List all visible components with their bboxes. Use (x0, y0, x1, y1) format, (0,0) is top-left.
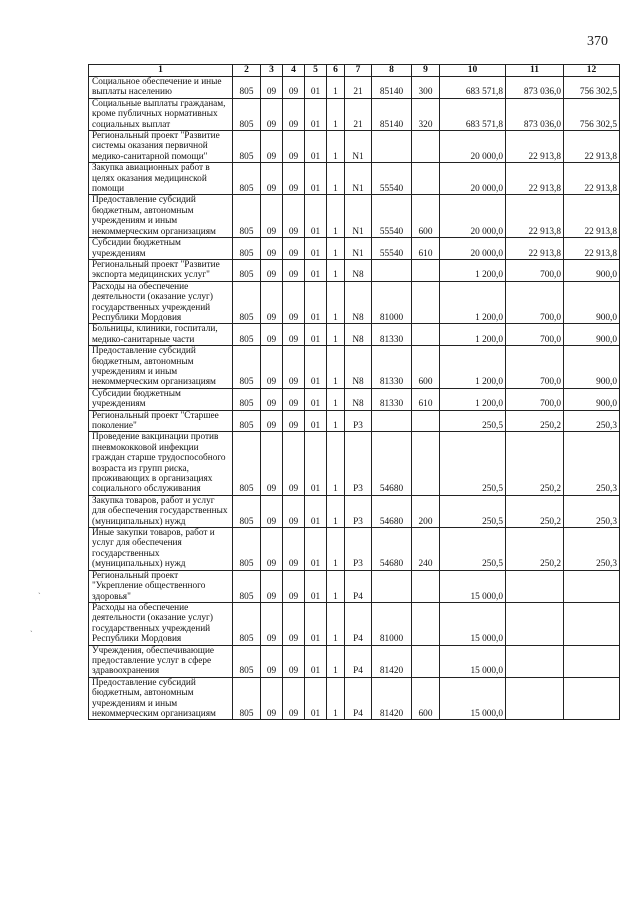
code-cell: 01 (305, 432, 327, 495)
column-header: 4 (283, 65, 305, 77)
amount-cell: 250,5 (440, 528, 506, 571)
column-header: 1 (89, 65, 233, 77)
code-cell: 805 (233, 388, 261, 410)
table-row (89, 195, 620, 238)
code-cell: 09 (261, 570, 283, 602)
code-cell: 805 (233, 495, 261, 527)
code-cell: N8 (345, 259, 372, 281)
code-cell: P3 (345, 528, 372, 571)
amount-cell (564, 677, 620, 720)
code-cell: 09 (283, 281, 305, 324)
amount-cell: 22 913,8 (506, 195, 564, 238)
code-cell: 85140 (372, 77, 412, 99)
code-cell: 610 (412, 238, 440, 260)
code-cell: 01 (305, 677, 327, 720)
code-cell: 55540 (372, 195, 412, 238)
scan-mark: ˎ (30, 623, 33, 632)
code-cell: 09 (283, 98, 305, 130)
amount-cell: 900,0 (564, 259, 620, 281)
code-cell: 55540 (372, 163, 412, 195)
code-cell: 805 (233, 77, 261, 99)
code-cell: 81330 (372, 346, 412, 389)
code-cell: N1 (345, 195, 372, 238)
code-cell: 09 (283, 495, 305, 527)
column-header: 9 (412, 65, 440, 77)
table-row (89, 677, 620, 720)
code-cell: 805 (233, 528, 261, 571)
code-cell: 09 (283, 324, 305, 346)
amount-cell: 700,0 (506, 281, 564, 324)
code-cell: 81420 (372, 645, 412, 677)
code-cell: 09 (261, 645, 283, 677)
code-cell: 805 (233, 645, 261, 677)
code-cell: 01 (305, 410, 327, 432)
code-cell: 01 (305, 131, 327, 163)
amount-cell: 22 913,8 (564, 163, 620, 195)
code-cell: 09 (283, 259, 305, 281)
code-cell: P3 (345, 410, 372, 432)
table-header-row (89, 65, 620, 77)
row-name-cell: Расходы на обеспечение деятельности (оказание услуг) государственных учреждений Республики Мордовия (89, 281, 233, 324)
code-cell: 01 (305, 281, 327, 324)
amount-cell: 15 000,0 (440, 602, 506, 645)
code-cell: 1 (327, 432, 345, 495)
code-cell: 1 (327, 602, 345, 645)
code-cell: N8 (345, 324, 372, 346)
scan-mark: ˏ (38, 585, 41, 594)
amount-cell: 900,0 (564, 281, 620, 324)
code-cell: 09 (283, 645, 305, 677)
row-name-cell: Больницы, клиники, госпитали, медико-санитарные части (89, 324, 233, 346)
code-cell: 1 (327, 238, 345, 260)
amount-cell: 250,3 (564, 432, 620, 495)
code-cell: 54680 (372, 495, 412, 527)
code-cell: P3 (345, 432, 372, 495)
code-cell (412, 324, 440, 346)
code-cell: 240 (412, 528, 440, 571)
code-cell: 1 (327, 163, 345, 195)
code-cell: 09 (283, 570, 305, 602)
code-cell: 805 (233, 324, 261, 346)
code-cell: 01 (305, 98, 327, 130)
table-row (89, 346, 620, 389)
code-cell: 09 (261, 259, 283, 281)
table-row (89, 77, 620, 99)
code-cell: 1 (327, 195, 345, 238)
row-name-cell: Закупка авиационных работ в целях оказания медицинской помощи (89, 163, 233, 195)
code-cell: 805 (233, 195, 261, 238)
amount-cell: 873 036,0 (506, 77, 564, 99)
code-cell: N8 (345, 281, 372, 324)
amount-cell: 756 302,5 (564, 98, 620, 130)
amount-cell: 250,2 (506, 432, 564, 495)
column-header: 3 (261, 65, 283, 77)
code-cell: P3 (345, 495, 372, 527)
code-cell: 09 (261, 346, 283, 389)
amount-cell: 250,5 (440, 410, 506, 432)
code-cell: 09 (261, 77, 283, 99)
page-number: 370 (587, 34, 608, 49)
code-cell: 85140 (372, 98, 412, 130)
code-cell: 01 (305, 570, 327, 602)
code-cell (412, 410, 440, 432)
code-cell: 09 (261, 677, 283, 720)
table-row (89, 98, 620, 130)
table-row (89, 410, 620, 432)
code-cell (412, 570, 440, 602)
code-cell: 600 (412, 346, 440, 389)
code-cell: 09 (283, 528, 305, 571)
code-cell: N1 (345, 238, 372, 260)
code-cell (372, 259, 412, 281)
code-cell: P4 (345, 645, 372, 677)
code-cell: 600 (412, 677, 440, 720)
code-cell: 1 (327, 346, 345, 389)
code-cell: N8 (345, 388, 372, 410)
code-cell: 805 (233, 98, 261, 130)
amount-cell: 20 000,0 (440, 238, 506, 260)
table-row (89, 259, 620, 281)
amount-cell (506, 645, 564, 677)
amount-cell: 700,0 (506, 388, 564, 410)
code-cell: 805 (233, 410, 261, 432)
code-cell (412, 645, 440, 677)
amount-cell: 900,0 (564, 346, 620, 389)
amount-cell: 683 571,8 (440, 77, 506, 99)
amount-cell: 20 000,0 (440, 163, 506, 195)
code-cell (372, 131, 412, 163)
amount-cell (564, 602, 620, 645)
code-cell (412, 432, 440, 495)
code-cell: 09 (261, 195, 283, 238)
column-header: 12 (564, 65, 620, 77)
table-row (89, 388, 620, 410)
amount-cell: 873 036,0 (506, 98, 564, 130)
table-body (89, 77, 620, 720)
code-cell: 1 (327, 677, 345, 720)
column-header: 5 (305, 65, 327, 77)
amount-cell: 700,0 (506, 259, 564, 281)
code-cell: 55540 (372, 238, 412, 260)
code-cell: 805 (233, 570, 261, 602)
code-cell: 01 (305, 77, 327, 99)
code-cell: 81330 (372, 324, 412, 346)
amount-cell: 250,3 (564, 410, 620, 432)
row-name-cell: Региональный проект "Развитие экспорта медицинских услуг" (89, 259, 233, 281)
code-cell: 54680 (372, 432, 412, 495)
amount-cell: 250,2 (506, 410, 564, 432)
code-cell: 09 (261, 602, 283, 645)
amount-cell: 22 913,8 (506, 131, 564, 163)
code-cell: 600 (412, 195, 440, 238)
code-cell: 01 (305, 388, 327, 410)
amount-cell (506, 677, 564, 720)
amount-cell: 250,3 (564, 495, 620, 527)
code-cell: 01 (305, 645, 327, 677)
amount-cell: 683 571,8 (440, 98, 506, 130)
column-header: 10 (440, 65, 506, 77)
table-row (89, 238, 620, 260)
code-cell: 09 (261, 324, 283, 346)
code-cell (412, 163, 440, 195)
code-cell: 01 (305, 528, 327, 571)
row-name-cell: Предоставление субсидий бюджетным, автономным учреждениям и иным некоммерческим организациям (89, 346, 233, 389)
amount-cell: 250,5 (440, 495, 506, 527)
budget-table (88, 64, 620, 720)
code-cell: 805 (233, 131, 261, 163)
code-cell: 805 (233, 432, 261, 495)
amount-cell (564, 645, 620, 677)
code-cell: 805 (233, 259, 261, 281)
amount-cell: 22 913,8 (506, 238, 564, 260)
amount-cell: 20 000,0 (440, 195, 506, 238)
column-header: 6 (327, 65, 345, 77)
code-cell: P4 (345, 677, 372, 720)
code-cell: 1 (327, 259, 345, 281)
amount-cell: 250,3 (564, 528, 620, 571)
code-cell: 21 (345, 98, 372, 130)
code-cell (412, 281, 440, 324)
code-cell: 81420 (372, 677, 412, 720)
code-cell: 805 (233, 602, 261, 645)
amount-cell: 700,0 (506, 324, 564, 346)
row-name-cell: Региональный проект "Укрепление общественного здоровья" (89, 570, 233, 602)
code-cell: 610 (412, 388, 440, 410)
code-cell: 09 (261, 432, 283, 495)
code-cell: 09 (283, 346, 305, 389)
code-cell: 81000 (372, 602, 412, 645)
row-name-cell: Региональный проект "Старшее поколение" (89, 410, 233, 432)
code-cell: 1 (327, 410, 345, 432)
amount-cell: 22 913,8 (564, 195, 620, 238)
code-cell: N1 (345, 163, 372, 195)
amount-cell: 1 200,0 (440, 259, 506, 281)
code-cell: 09 (261, 410, 283, 432)
code-cell (412, 602, 440, 645)
code-cell: 01 (305, 602, 327, 645)
code-cell: 09 (261, 238, 283, 260)
code-cell: 200 (412, 495, 440, 527)
code-cell: 805 (233, 238, 261, 260)
amount-cell: 756 302,5 (564, 77, 620, 99)
amount-cell: 700,0 (506, 346, 564, 389)
code-cell: 09 (261, 388, 283, 410)
row-name-cell: Иные закупки товаров, работ и услуг для обеспечения государственных (муниципальных) нужд (89, 528, 233, 571)
code-cell: 1 (327, 77, 345, 99)
row-name-cell: Социальное обеспечение и иные выплаты населению (89, 77, 233, 99)
code-cell: 09 (261, 528, 283, 571)
amount-cell: 1 200,0 (440, 324, 506, 346)
table-row (89, 432, 620, 495)
code-cell: 1 (327, 570, 345, 602)
amount-cell: 22 913,8 (564, 238, 620, 260)
amount-cell: 15 000,0 (440, 570, 506, 602)
code-cell: 09 (283, 238, 305, 260)
code-cell: P4 (345, 570, 372, 602)
amount-cell: 22 913,8 (506, 163, 564, 195)
code-cell (412, 131, 440, 163)
code-cell: 1 (327, 98, 345, 130)
code-cell: P4 (345, 602, 372, 645)
code-cell: N8 (345, 346, 372, 389)
code-cell: 09 (283, 77, 305, 99)
code-cell: 1 (327, 281, 345, 324)
code-cell: 01 (305, 324, 327, 346)
table-row (89, 281, 620, 324)
table-row (89, 602, 620, 645)
code-cell: 09 (261, 281, 283, 324)
column-header: 7 (345, 65, 372, 77)
code-cell (372, 410, 412, 432)
code-cell: 01 (305, 346, 327, 389)
code-cell: 09 (261, 163, 283, 195)
table-row (89, 570, 620, 602)
amount-cell: 22 913,8 (564, 131, 620, 163)
code-cell: 09 (283, 410, 305, 432)
amount-cell (506, 602, 564, 645)
column-header: 8 (372, 65, 412, 77)
code-cell: 1 (327, 645, 345, 677)
table-row (89, 163, 620, 195)
row-name-cell: Проведение вакцинации против пневмококковой инфекции граждан старше трудоспособного возраста из групп риска, проживающих в организациях социального обслуживания (89, 432, 233, 495)
code-cell: 1 (327, 528, 345, 571)
code-cell: 805 (233, 677, 261, 720)
row-name-cell: Расходы на обеспечение деятельности (оказание услуг) государственных учреждений Республики Мордовия (89, 602, 233, 645)
amount-cell: 900,0 (564, 324, 620, 346)
code-cell: 54680 (372, 528, 412, 571)
code-cell: 09 (283, 432, 305, 495)
code-cell: 09 (283, 163, 305, 195)
row-name-cell: Закупка товаров, работ и услуг для обеспечения государственных (муниципальных) нужд (89, 495, 233, 527)
row-name-cell: Субсидии бюджетным учреждениям (89, 238, 233, 260)
code-cell: 1 (327, 495, 345, 527)
amount-cell (506, 570, 564, 602)
code-cell: 09 (283, 195, 305, 238)
code-cell: 09 (261, 131, 283, 163)
code-cell: 320 (412, 98, 440, 130)
code-cell: N1 (345, 131, 372, 163)
code-cell: 09 (283, 131, 305, 163)
table-row (89, 495, 620, 527)
code-cell: 01 (305, 195, 327, 238)
code-cell: 09 (283, 388, 305, 410)
row-name-cell: Учреждения, обеспечивающие предоставление услуг в сфере здравоохранения (89, 645, 233, 677)
row-name-cell: Предоставление субсидий бюджетным, автономным учреждениям и иным некоммерческим организациям (89, 195, 233, 238)
table-row (89, 645, 620, 677)
amount-cell: 1 200,0 (440, 388, 506, 410)
code-cell: 1 (327, 131, 345, 163)
row-name-cell: Региональный проект "Развитие системы оказания первичной медико-санитарной помощи" (89, 131, 233, 163)
amount-cell: 250,2 (506, 528, 564, 571)
code-cell: 09 (261, 98, 283, 130)
code-cell: 805 (233, 281, 261, 324)
row-name-cell: Предоставление субсидий бюджетным, автономным учреждениям и иным некоммерческим организациям (89, 677, 233, 720)
code-cell: 09 (283, 602, 305, 645)
code-cell: 09 (261, 495, 283, 527)
code-cell: 300 (412, 77, 440, 99)
code-cell: 1 (327, 388, 345, 410)
code-cell: 01 (305, 495, 327, 527)
code-cell: 01 (305, 238, 327, 260)
code-cell: 81000 (372, 281, 412, 324)
table-row (89, 324, 620, 346)
amount-cell: 1 200,0 (440, 281, 506, 324)
code-cell: 81330 (372, 388, 412, 410)
code-cell: 09 (283, 677, 305, 720)
code-cell (372, 570, 412, 602)
code-cell: 21 (345, 77, 372, 99)
table-row (89, 131, 620, 163)
code-cell: 01 (305, 163, 327, 195)
code-cell (412, 259, 440, 281)
amount-cell: 250,2 (506, 495, 564, 527)
column-header: 2 (233, 65, 261, 77)
code-cell: 805 (233, 346, 261, 389)
code-cell: 1 (327, 324, 345, 346)
column-header: 11 (506, 65, 564, 77)
amount-cell (564, 570, 620, 602)
row-name-cell: Социальные выплаты гражданам, кроме публичных нормативных социальных выплат (89, 98, 233, 130)
table-row (89, 528, 620, 571)
amount-cell: 15 000,0 (440, 645, 506, 677)
amount-cell: 20 000,0 (440, 131, 506, 163)
amount-cell: 15 000,0 (440, 677, 506, 720)
amount-cell: 1 200,0 (440, 346, 506, 389)
code-cell: 805 (233, 163, 261, 195)
amount-cell: 250,5 (440, 432, 506, 495)
row-name-cell: Субсидии бюджетным учреждениям (89, 388, 233, 410)
amount-cell: 900,0 (564, 388, 620, 410)
code-cell: 01 (305, 259, 327, 281)
